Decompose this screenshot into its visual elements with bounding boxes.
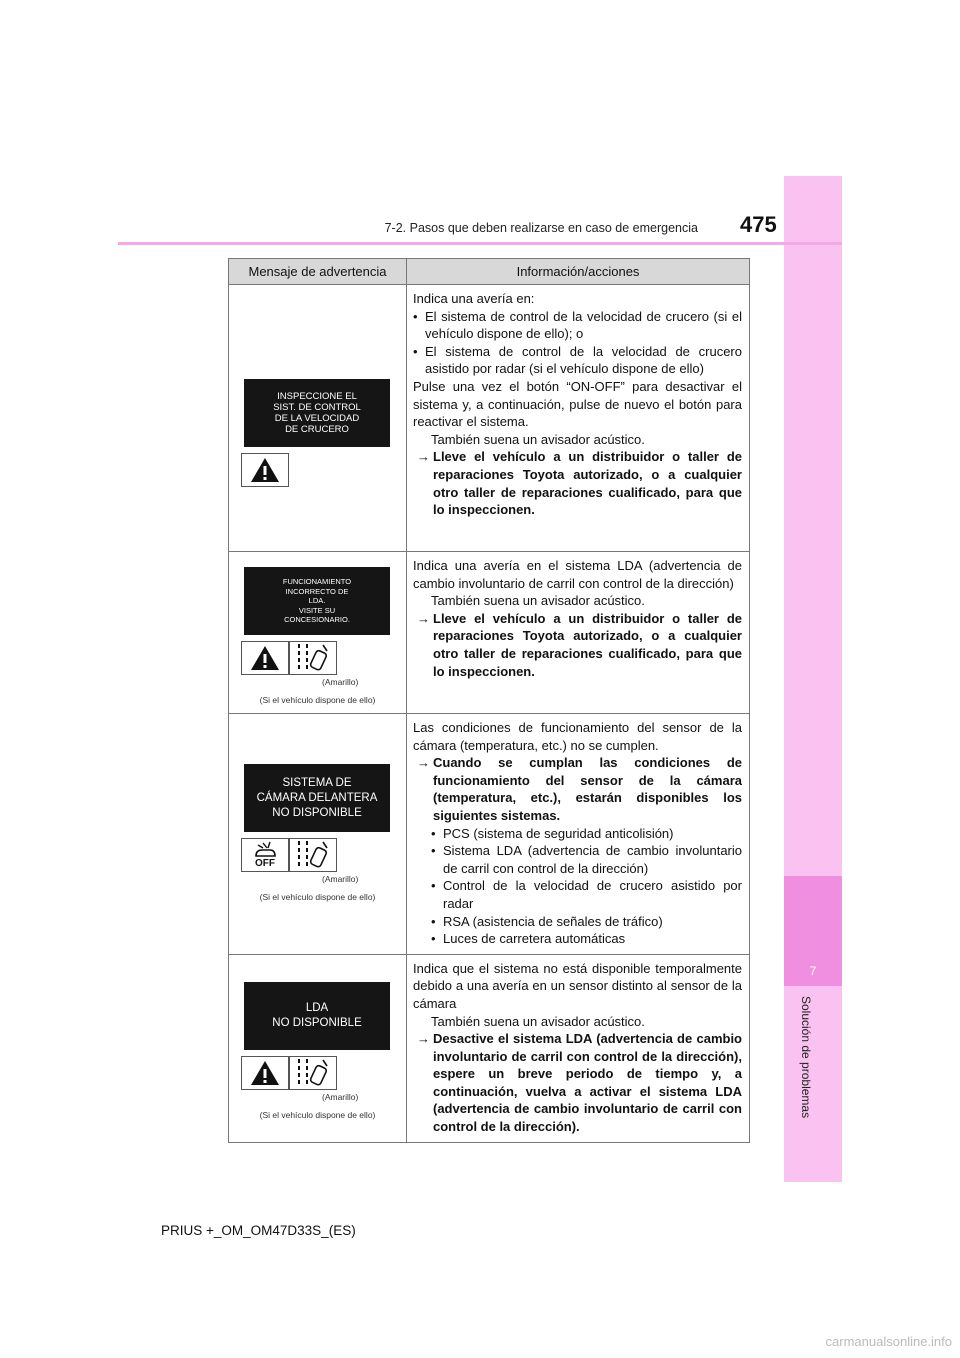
action-item: → Cuando se cumplan las condiciones de funcionamiento del sensor de la cámara (temperatura, etc.), estarán disponibles los siguientes sistemas.: [417, 755, 742, 823]
list-item: • Control de la velocidad de crucero asistido por radar: [431, 878, 742, 911]
warning-display: FUNCIONAMIENTO INCORRECTO DE LDA. VISITE SU CONCESIONARIO.: [244, 567, 390, 635]
warning-display: SISTEMA DE CÁMARA DELANTERA NO DISPONIBLE: [244, 764, 390, 832]
chapter-number: 7: [809, 964, 817, 978]
column-header-message: Mensaje de advertencia: [229, 259, 407, 285]
list-item: • Sistema LDA (advertencia de cambio involuntario de carril con control de la dirección): [431, 843, 742, 876]
action-item: → Lleve el vehículo a un distribuidor o taller de reparaciones Toyota autorizado, o a cualquier otro taller de reparaciones cualificado, para que lo inspeccionen.: [417, 610, 742, 679]
message-cell: [229, 714, 407, 955]
warning-display: INSPECCIONE EL SIST. DE CONTROL DE LA VELOCIDAD DE CRUCERO: [244, 379, 390, 447]
table-row: [229, 714, 750, 955]
warning-triangle-icon: [241, 641, 289, 675]
color-note: (Amarillo): [322, 874, 359, 884]
list-item: • El sistema de control de la velocidad de crucero (si el vehículo dispone de ello); o: [413, 308, 742, 342]
info-cell: Indica que el sistema no está disponible temporalmente debido a una avería en un sensor distinto al sensor de la cámara También suena un avisador acústico. → Desactive el sistema LDA (advertencia de cambio involuntario de carril con control de la dirección), espere un breve periodo de tiempo y, a continuación, vuelva a activar el sistema LDA (advertencia de cambio involuntario de carril con control de la dirección).: [407, 954, 750, 1142]
header-rule: [118, 242, 842, 245]
color-note: (Amarillo): [322, 1091, 359, 1102]
vehicle-note: (Si el vehículo dispone de ello): [259, 695, 376, 705]
message-cell: [229, 954, 407, 1142]
color-note: (Amarillo): [322, 677, 359, 687]
message-cell: [229, 285, 407, 552]
info-cell: Indica una avería en: • El sistema de control de la velocidad de crucero (si el vehículo dispone de ello); o • El sistema de control de la velocidad de crucero asistido por radar (si el vehículo dispone de ello) Pulse una vez el botón “ON-OFF” para desactivar el sistema y, a continuación, pulse de nuevo el botón para reactivar el sistema. También suena un avisador acústico. → Lleve el vehículo a un distribuidor o taller de reparaciones Toyota autorizado, o a cualquier otro taller de reparaciones cualificado, para que lo inspeccionen.: [407, 285, 750, 552]
vehicle-note: (Si el vehículo dispone de ello): [259, 1109, 376, 1120]
warning-display: LDA NO DISPONIBLE: [244, 982, 390, 1050]
chapter-side-tab: [784, 176, 842, 1182]
warning-triangle-icon: [241, 1056, 289, 1090]
page-number: 475: [740, 212, 777, 237]
lane-departure-icon: [289, 1056, 337, 1090]
vehicle-note: (Si el vehículo dispone de ello): [259, 892, 376, 902]
lane-departure-icon: [289, 838, 337, 872]
info-cell: Indica una avería en el sistema LDA (advertencia de cambio involuntario de carril con control de la dirección) También suena un avisador acústico. → Lleve el vehículo a un distribuidor o taller de reparaciones Toyota autorizado, o a cualquier otro taller de reparaciones cualificado, para que lo inspeccionen.: [407, 552, 750, 714]
action-item: → Lleve el vehículo a un distribuidor o taller de reparaciones Toyota autorizado, o a cualquier otro taller de reparaciones cualificado, para que lo inspeccionen.: [417, 449, 742, 518]
list-item: • Luces de carretera automáticas: [431, 931, 626, 947]
table-row: [229, 285, 750, 552]
table-row: [229, 954, 750, 1142]
list-item: • El sistema de control de la velocidad de crucero asistido por radar (si el vehículo dispone de ello): [413, 343, 742, 377]
warning-message-table: [228, 258, 750, 1143]
chapter-title: Solución de problemas: [799, 996, 813, 1119]
pcs-off-icon: OFF: [241, 838, 289, 872]
lane-departure-icon: [289, 641, 337, 675]
list-item: • RSA (asistencia de señales de tráfico): [431, 913, 663, 929]
action-item: → Desactive el sistema LDA (advertencia de cambio involuntario de carril con control de la dirección), espere un breve periodo de tiempo y, a continuación, vuelva a activar el sistema LDA (advertencia de cambio involuntario de carril con control de la dirección).: [417, 1031, 742, 1135]
table-row: [229, 552, 750, 714]
info-cell: Las condiciones de funcionamiento del sensor de la cámara (temperatura, etc.) no se cumplen. → Cuando se cumplan las condiciones de funcionamiento del sensor de la cámara (temperatura, etc.), estarán disponibles los siguientes sistemas. • PCS (sistema de seguridad anticolisión) • Sistema LDA (advertencia de cambio involuntario de carril con control de la dirección) • Control de la velocidad de crucero asistido por radar • RSA (asistencia de señales de tráfico) • Luces de carretera automáticas: [407, 714, 750, 955]
warning-triangle-icon: [241, 453, 289, 487]
message-cell: [229, 552, 407, 714]
list-item: • PCS (sistema de seguridad anticolisión): [431, 825, 674, 841]
column-header-info: Información/acciones: [407, 259, 750, 285]
watermark: carmanualsonline.info: [825, 1334, 952, 1349]
table-header-row: [229, 259, 750, 285]
section-title: 7-2. Pasos que deben realizarse en caso de emergencia: [384, 221, 698, 235]
document-code: PRIUS +_OM_OM47D33S_(ES): [161, 1223, 356, 1238]
